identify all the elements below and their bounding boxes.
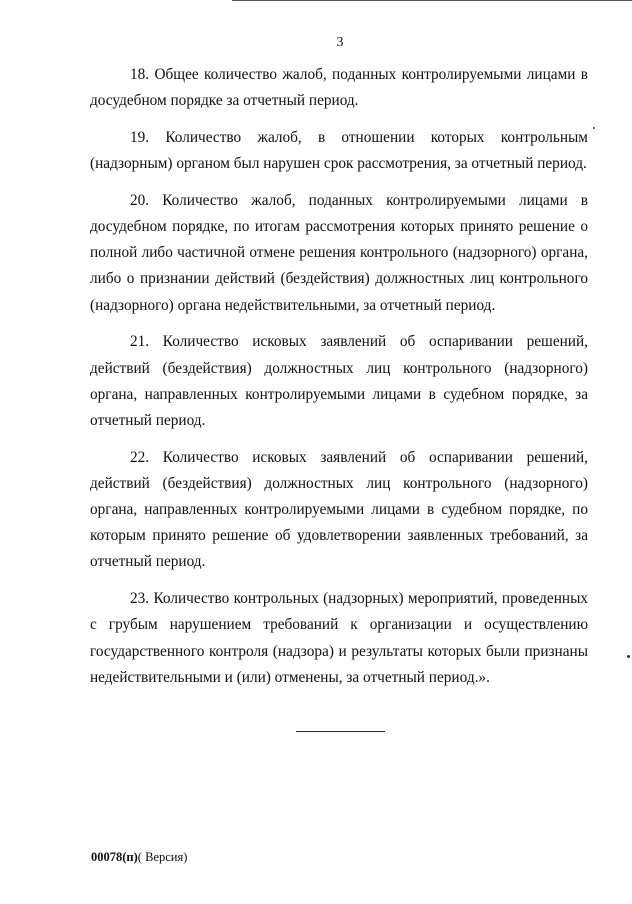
document-code: [91, 850, 187, 865]
item-20: 20. Количество жалоб, поданных контролируемыми лицами в досудебном порядке, по итогам рассмотрения которых принято решение о полной либо частичной отмене решения контрольного (надзорного) органа, либо о признании действий (бездействия) должностных лиц контрольного (надзорного) органа недействительными, за отчетный период.: [90, 191, 588, 314]
end-separator-line: [296, 731, 385, 732]
item-23: 23. Количество контрольных (надзорных) мероприятий, проведенных с грубым нарушением требований к организации и осуществлению государственного контроля (надзора) и результаты которых были признаны недействительными и (или) отменены, за отчетный период.».: [90, 590, 588, 686]
document-version: ( Версия): [137, 850, 188, 864]
item-18: 18. Общее количество жалоб, поданных контролируемыми лицами в досудебном порядке за отчетный период.: [90, 66, 588, 110]
page-number: 3: [336, 35, 344, 50]
document-code-number: 00078(п): [91, 850, 138, 864]
scan-speck: [627, 655, 630, 658]
item-22: 22. Количество исковых заявлений об оспаривании решений, действий (бездействия) должностных лиц контрольного (надзорного) органа, направленных контролируемыми лицами в судебном порядке, по которым принято решение об удовлетворении заявленных требований, за отчетный период.: [90, 448, 588, 571]
item-21: 21. Количество исковых заявлений об оспаривании решений, действий (бездействия) должностных лиц контрольного (надзорного) органа, направленных контролируемыми лицами в судебном порядке, за отчетный период.: [90, 333, 588, 429]
scan-edge-line: [232, 0, 632, 1]
item-19: 19. Количество жалоб, в отношении которых контрольным (надзорным) органом был нарушен срок рассмотрения, за отчетный период.: [90, 128, 588, 173]
scan-speck: [593, 127, 595, 129]
document-body: [90, 62, 588, 701]
